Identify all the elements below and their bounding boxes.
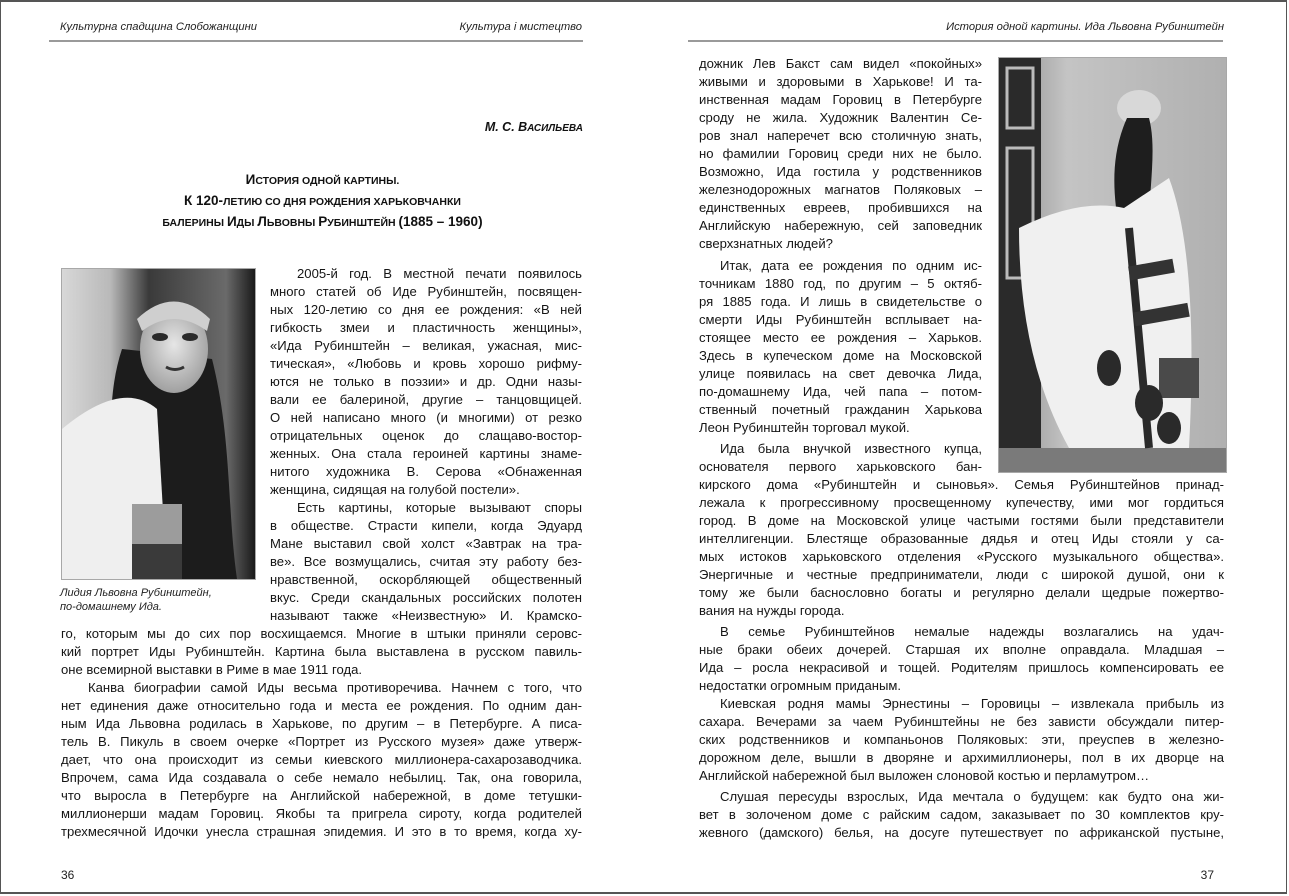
text-line: ные браки обеих дочерей. Старшая их вполне оправдала. Младшая – bbox=[699, 642, 1224, 657]
text-line: дает, что она происходит из семьи киевского миллионера-сахарозаводчика. bbox=[61, 752, 582, 767]
text-line: Английскую набережную, сей заповедник bbox=[699, 218, 982, 233]
text-line: Киевская родня мамы Эрнестины – Горовицы – извлекала прибыль из bbox=[720, 696, 1224, 711]
text-line: стоящее место ее рождения – Харьков. bbox=[699, 330, 982, 345]
text-line: Здесь в купеческом доме на Московской bbox=[699, 348, 982, 363]
title-line-1: ИСТОРИЯ ОДНОЙ КАРТИНЫ. bbox=[245, 172, 400, 187]
text-line: улице появилась на свет девочка Лида, bbox=[699, 366, 982, 381]
text-line: тому же были баснословно богаты и регулярно делали щедрые пожертво- bbox=[699, 585, 1224, 600]
text-line: Впрочем, сама Ида создавала о себе немало небылиц. Так, она говорила, bbox=[61, 770, 582, 785]
text-line: живыми и здоровыми в Харькове! И та- bbox=[699, 74, 982, 89]
header-rule bbox=[688, 40, 1223, 42]
text-line: Итак, дата ее рождения по одним ис- bbox=[720, 258, 982, 273]
title-line-2: К 120-ЛЕТИЮ СО ДНЯ РОЖДЕНИЯ ХАРЬКОВЧАНКИ bbox=[184, 193, 461, 208]
portrait-image bbox=[62, 269, 255, 579]
text-line: ве». Все возмущались, считая эту работу без- bbox=[270, 554, 582, 569]
text-line: нравственной, оскорбляющей общественный bbox=[270, 572, 582, 587]
text-line: го, которым мы до сих пор восхищаемся. Многие в штыки приняли серовс- bbox=[61, 626, 582, 641]
text-line: ственный почетный гражданин Харькова bbox=[699, 402, 982, 417]
text-line: тическая», «Любовь и кровь хорошо рифму- bbox=[270, 356, 582, 371]
text-line: сроду не жила. Художник Валентин Се- bbox=[699, 110, 982, 125]
text-line: недостатки огромным приданым. bbox=[699, 678, 902, 693]
text-line: Канва биографии самой Иды весьма противоречива. Начнем с того, что bbox=[88, 680, 582, 695]
text-line: железнодорожных магнатов Поляковых – bbox=[699, 182, 982, 197]
text-line: Энергичные и честные предприниматели, люди с широкой душой, они к bbox=[699, 567, 1224, 582]
text-line: ных 120-летию со дня ее рождения: «В ней bbox=[270, 302, 582, 317]
text-line: вет в золоченом доме с райским садом, заказывает по 30 комплектов кру- bbox=[699, 807, 1224, 822]
text-line: ских родственников и компаньонов Поляковых: эти, преуспев в железно- bbox=[699, 732, 1224, 747]
text-line: ным Ида Львовна родилась в Харькове, по другим – в Петербурге. А писа- bbox=[61, 716, 582, 731]
text-line: нитого художника В. Серова «Обнаженная bbox=[270, 464, 582, 479]
text-line: точникам 1880 год, по другим – 5 октяб- bbox=[699, 276, 982, 291]
text-line: отрицательных оценок до слащаво-востор- bbox=[270, 428, 582, 443]
text-line: инственная мадам Горовиц в Петербурге bbox=[699, 92, 982, 107]
article-title bbox=[0, 170, 645, 233]
text-line: кий портрет Иды Рубинштейн. Картина была выставлена в русском павиль- bbox=[61, 644, 582, 659]
text-line: ются не только в поэзии» и др. Одни назы- bbox=[270, 374, 582, 389]
portrait-photo bbox=[61, 268, 256, 580]
text-line: Ида – росла некрасивой и тощей. Родителям пришлось компенсировать ее bbox=[699, 660, 1224, 675]
text-line: дожник Лев Бакст сам видел «покойных» bbox=[699, 56, 982, 71]
text-line: но фамилии Горовиц среди них не было. bbox=[699, 146, 982, 161]
dance-photo bbox=[998, 57, 1227, 473]
header-rule bbox=[49, 40, 583, 42]
text-line: тель В. Пикуль в своем очерке «Портрет из Русского музея» даже утверж- bbox=[61, 734, 582, 749]
text-line: оне всемирной выставки в Риме в мае 1911 года. bbox=[61, 662, 363, 677]
text-line: Слушая пересуды взрослых, Ида мечтала о будущем: как будто она жи- bbox=[720, 789, 1224, 804]
text-line: интеллигенции. Блестяще образованные дядья и отец Иды стояли у са- bbox=[699, 531, 1224, 546]
text-line: город. В доме на Московской улице частыми гостями были представители bbox=[699, 513, 1224, 528]
running-head-section: Культура і мистецтво bbox=[459, 21, 582, 33]
text-line: Возможно, Ида гостила у родственников bbox=[699, 164, 982, 179]
text-line: много статей об Иде Рубинштейн, посвящен- bbox=[270, 284, 582, 299]
photo-caption: Лидия Львовна Рубинштейн, по-домашнему Ида. bbox=[60, 587, 212, 613]
page-number: 36 bbox=[61, 868, 75, 882]
running-head-article: История одной картины. Ида Львовна Рубинштейн bbox=[946, 21, 1224, 33]
text-line: сахара. Вечерами за чаем Рубинштейны не без зависти обсуждали питер- bbox=[699, 714, 1224, 729]
author-surname: АСИЛЬЕВА bbox=[527, 123, 583, 134]
text-line: в обществе. Страсти кипели, когда Эдуард bbox=[270, 518, 582, 533]
text-line: Мане выставил свой холст «Завтрак на тра- bbox=[270, 536, 582, 551]
right-page bbox=[645, 0, 1289, 896]
text-line: Леон Рубинштейн торговал мукой. bbox=[699, 420, 910, 435]
text-line: ря 1885 года. И лишь в свидетельстве о bbox=[699, 294, 982, 309]
text-line: что выросла в Петербурге на Английской набережной, в доме тетушки- bbox=[61, 788, 582, 803]
text-line: Ида была внучкой известного купца, bbox=[720, 441, 982, 456]
title-line-3: БАЛЕРИНЫ ИДЫ ЛЬВОВНЫ РУБИНШТЕЙН (1885 – 1960) bbox=[162, 214, 483, 229]
text-line: основателя первого харьковского бан- bbox=[699, 459, 982, 474]
text-line: единственных евреев, пробившихся на bbox=[699, 200, 982, 215]
text-line: трехмесячной Идочки унесла страшная эпидемия. И это в то время, когда ху- bbox=[61, 824, 582, 839]
text-line: 2005-й год. В местной печати появилось bbox=[297, 266, 582, 281]
page-number: 37 bbox=[1200, 868, 1214, 882]
text-line: кирского дома «Рубинштейн и сыновья». Семья Рубинштейнов принад- bbox=[699, 477, 1224, 492]
text-line: вали ее балериной, другие – танцовщицей. bbox=[270, 392, 582, 407]
author-initials: М. С. В bbox=[484, 120, 528, 134]
text-line: смерти Иды Рубинштейн всплывает на- bbox=[699, 312, 982, 327]
text-line: О ней написано много (и многими) от резко bbox=[270, 410, 582, 425]
text-line: вкус. Среди скандальных российских полотен bbox=[270, 590, 582, 605]
text-line: жевного (дамского) белья, на досуге путешествует по африканской пустыне, bbox=[699, 825, 1224, 840]
text-line: нет единения даже относительно года и места ее рождения. По одним дан- bbox=[61, 698, 582, 713]
text-line: сверхзнатных людей? bbox=[699, 236, 833, 251]
text-line: лежала к прогрессивному просвещенному купечеству, ими мог гордиться bbox=[699, 495, 1224, 510]
text-line: В семье Рубинштейнов немалые надежды возлагались на удач- bbox=[720, 624, 1224, 639]
text-line: по-домашнему Ида, чей папа – потом- bbox=[699, 384, 982, 399]
text-line: дорожном деле, вышли в дворяне и архимиллионеры, пол в их дворце на bbox=[699, 750, 1224, 765]
text-line: «Ида Рубинштейн – великая, ужасная, мис- bbox=[270, 338, 582, 353]
text-line: называют также «Неизвестную» И. Крамско- bbox=[270, 608, 582, 623]
text-line: гибкость змеи и пластичность женщины», bbox=[270, 320, 582, 335]
text-line: вания на нужды города. bbox=[699, 603, 845, 618]
text-line: мых истоков харьковского отделения «Русского музыкального общества». bbox=[699, 549, 1224, 564]
text-line: миллионерши мадам Горовиц. Якобы та пригрела сироту, когда родителей bbox=[61, 806, 582, 821]
text-line: ров знал наперечет всю столичную знать, bbox=[699, 128, 982, 143]
text-line: Английской набережной был выложен слоновой костью и перламутром… bbox=[699, 768, 1150, 783]
author-name bbox=[485, 120, 583, 134]
text-line: женных. Она стала героиней картины знаме- bbox=[270, 446, 582, 461]
text-line: женщина, сидящая на голубой постели». bbox=[270, 482, 520, 497]
dance-image bbox=[999, 58, 1226, 472]
text-line: Есть картины, которые вызывают споры bbox=[297, 500, 582, 515]
running-head-journal: Культурна спадщина Слобожанщини bbox=[60, 21, 257, 33]
